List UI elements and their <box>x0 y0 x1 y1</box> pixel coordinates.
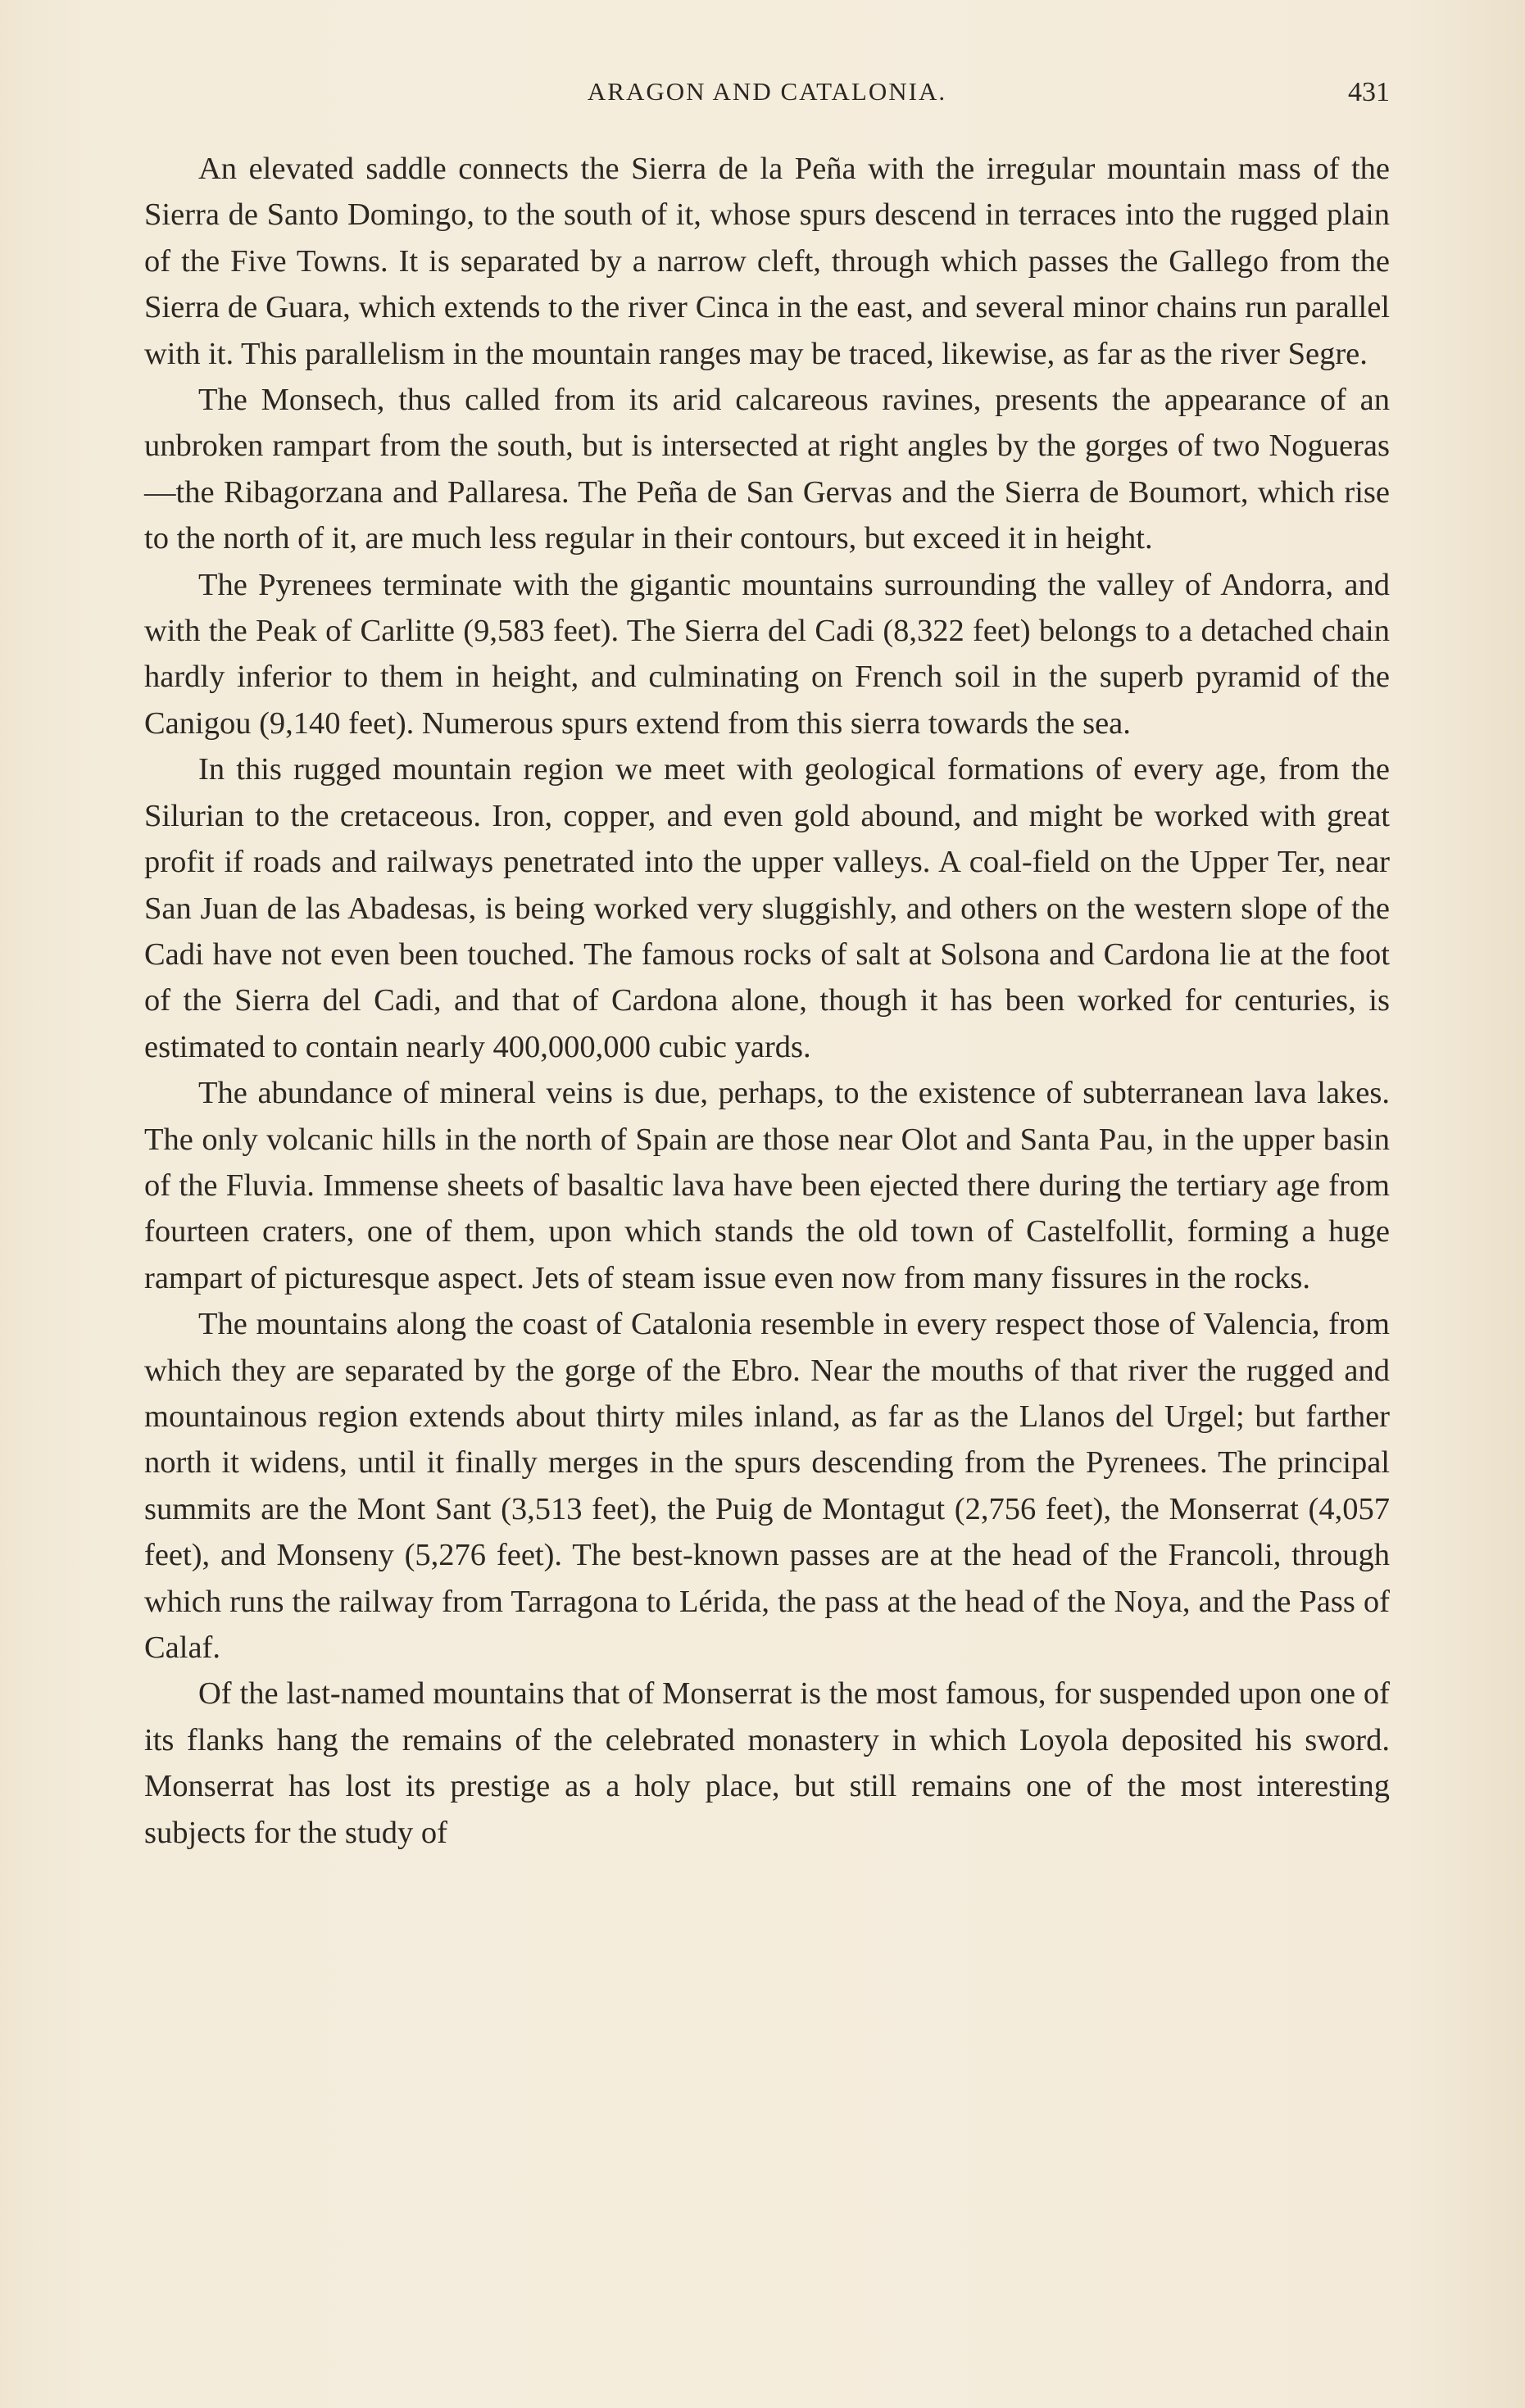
running-title: ARAGON AND CATALONIA. <box>587 77 947 106</box>
page-number: 431 <box>1348 77 1390 107</box>
paragraph: In this rugged mountain region we meet with geological formations of every age, from the Silurian to the cretaceous. Iron, copper, and even gold abound, and might be worked with great profit if roads and railways penetrated into the upper valleys. A coal-field on the Upper Ter, near San Juan de las Abadesas, is being worked very sluggishly, and others on the western slope of the Cadi have not even been touched. The famous rocks of salt at Solsona and Cardona lie at the foot of the Sierra del Cadi, and that of Cardona alone, though it has been worked for centuries, is estimated to contain nearly 400,000,000 cubic yards. <box>144 752 1390 1064</box>
body-text <box>144 146 1390 1856</box>
paragraph: The mountains along the coast of Catalonia resemble in every respect those of Valencia, from which they are separated by the gorge of the Ebro. Near the mouths of that river the rugged and mountainous region extends about thirty miles inland, as far as the Llanos del Urgel; but farther north it widens, until it finally merges in the spurs descending from the Pyrenees. The principal summits are the Mont Sant (3,513 feet), the Puig de Montagut (2,756 feet), the Monserrat (4,057 feet), and Monseny (5,276 feet). The best-known passes are at the head of the Francoli, through which runs the railway from Tarragona to Lérida, the pass at the head of the Noya, and the Pass of Calaf. <box>144 1307 1390 1665</box>
paragraph: The Monsech, thus called from its arid calcareous ravines, presents the appearance of an unbroken rampart from the south, but is intersected at right angles by the gorges of two Nogueras—the Ribagorzana and Pallaresa. The Peña de San Gervas and the Sierra de Boumort, which rise to the north of it, are much less regular in their contours, but exceed it in height. <box>144 383 1390 556</box>
paragraph: Of the last-named mountains that of Monserrat is the most famous, for suspended upon one of its flanks hang the remains of the celebrated monastery in which Loyola deposited his sword. Monserrat has lost its prestige as a holy place, but still remains one of the most interesting subjects for the study of <box>144 1676 1390 1850</box>
paragraph: The Pyrenees terminate with the gigantic mountains surrounding the valley of Andorra, and with the Peak of Carlitte (9,583 feet). The Sierra del Cadi (8,322 feet) belongs to a detached chain hardly inferior to them in height, and culminating on French soil in the superb pyramid of the Canigou (9,140 feet). Numerous spurs extend from this sierra towards the sea. <box>144 567 1390 741</box>
page-header <box>144 77 1390 126</box>
paragraph: The abundance of mineral veins is due, perhaps, to the existence of subterranean lava lakes. The only volcanic hills in the north of Spain are those near Olot and Santa Pau, in the upper basin of the Fluvia. Immense sheets of basaltic lava have been ejected there during the tertiary age from fourteen craters, one of them, upon which stands the old town of Castelfollit, forming a huge rampart of picturesque aspect. Jets of steam issue even now from many fissures in the rocks. <box>144 1076 1390 1295</box>
paragraph: An elevated saddle connects the Sierra de la Peña with the irregular mountain mass of the Sierra de Santo Domingo, to the south of it, whose spurs descend in terraces into the rugged plain of the Five Towns. It is separated by a narrow cleft, through which passes the Gallego from the Sierra de Guara, which extends to the river Cinca in the east, and several minor chains run parallel with it. This parallelism in the mountain ranges may be traced, likewise, as far as the river Segre. <box>144 152 1390 371</box>
